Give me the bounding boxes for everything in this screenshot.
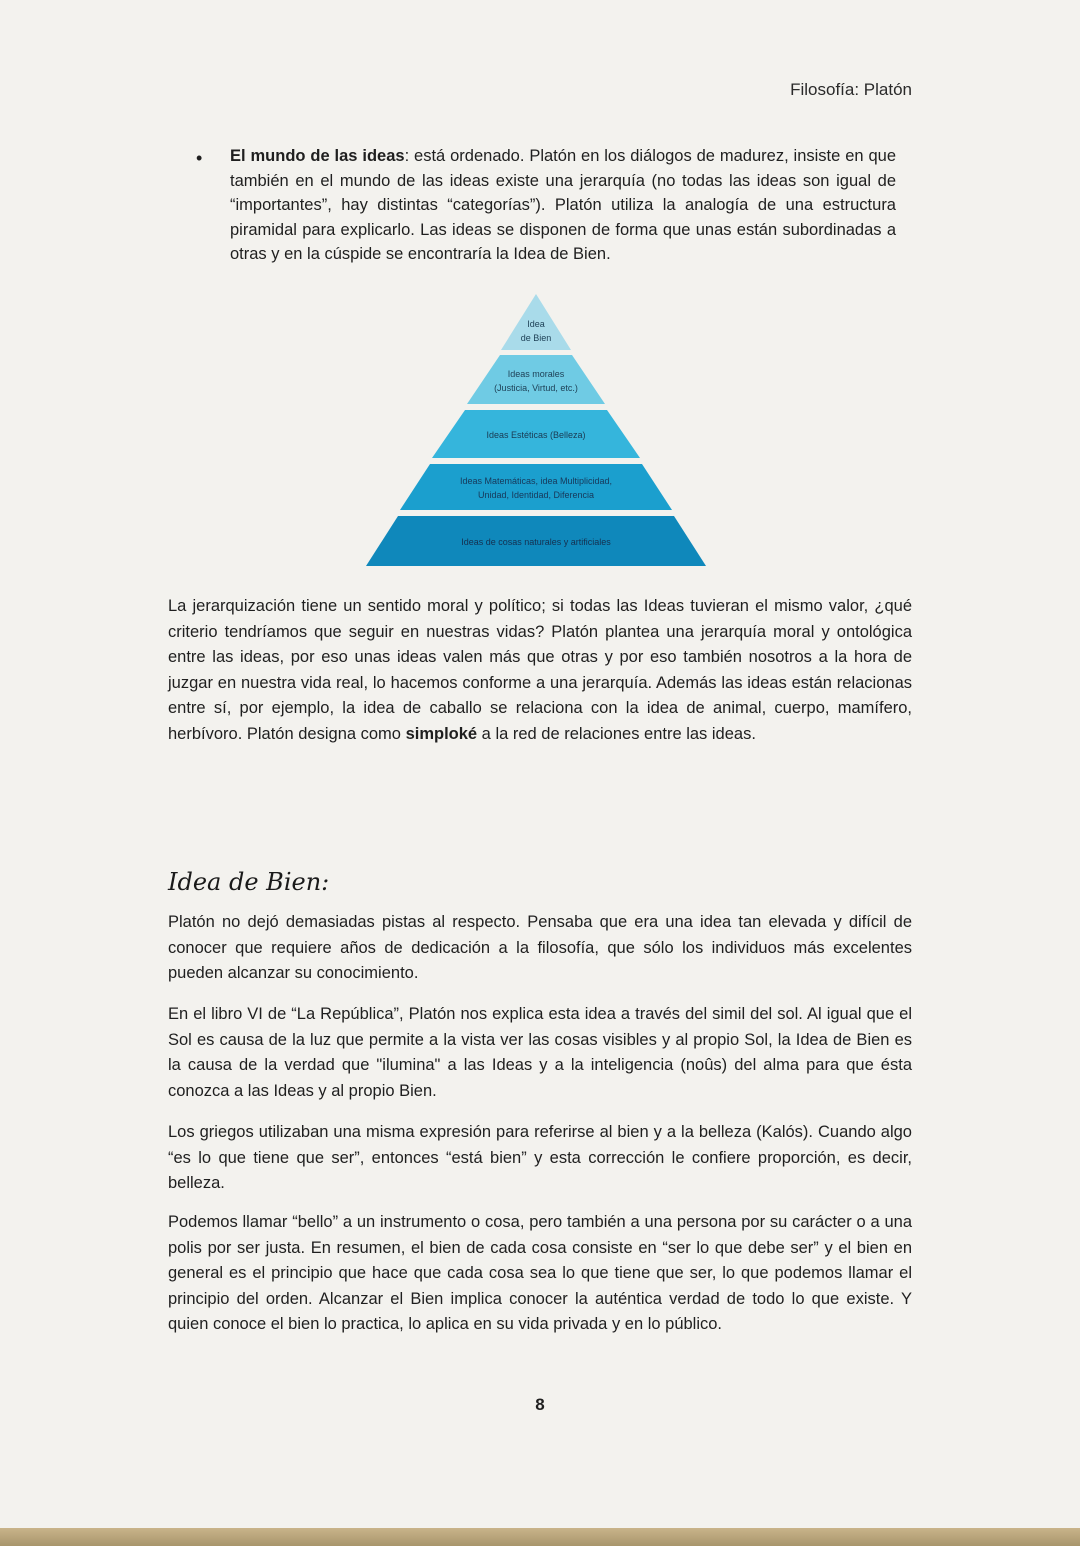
pyramid-level-5-label: Ideas de cosas naturales y artificiales — [461, 537, 611, 547]
bullet-item-world-of-ideas — [196, 144, 896, 267]
pyramid-level-2 — [467, 355, 605, 404]
pyramid-level-1-line2: de Bien — [520, 333, 552, 343]
paragraph-hierarchy-text: La jerarquización tiene un sentido moral y político; si todas las Ideas tuvieran el mismo valor, ¿qué criterio tendríamos que seguir en nuestras vidas? Platón plantea una jerarquía moral y ontológica entre las ideas, por eso unas ideas valen más que otras y por eso también nosotros a la hora de juzgar en nuestra vida real, lo hacemos conforme a una jerarquía. Además las ideas están relacionas entre sí, por ejemplo, la idea de caballo se relaciona con la idea de animal, cuerpo, mamífero, herbívoro. Platón designa como — [168, 597, 912, 743]
term-simploke: simploké — [405, 724, 478, 743]
pyramid-level-1-line1: Idea — [527, 319, 545, 329]
section-title-idea-de-bien: Idea de Bien: — [168, 868, 330, 896]
page-header: Filosofía: Platón — [790, 80, 912, 99]
paragraph-hierarchy — [168, 594, 912, 747]
bullet-term: El mundo de las ideas — [230, 147, 405, 165]
bullet-paragraph — [230, 144, 896, 267]
bullet-dot-icon: • — [196, 148, 203, 168]
pyramid-svg — [360, 294, 712, 570]
bullet-body: : está ordenado. Platón en los diálogos de madurez, insiste en que también en el mundo de las ideas existe una jerarquía (no todas las ideas son igual de “importantes”, hay distintas “categorías”). Platón utiliza la analogía de una estructura piramidal para explicarlo. Las ideas se disponen de forma que unas están subordinadas a otras y en la cúspide se encontraría la Idea de Bien. — [230, 147, 896, 263]
paragraph-hierarchy-end: a la red de relaciones entre las ideas. — [477, 724, 756, 743]
paragraph-2: En el libro VI de “La República”, Platón nos explica esta idea a través del simil del sol. Al igual que el Sol es causa de la luz que permite a la vista ver las cosas visibles y al propio Sol, la Idea de Bien es la causa de la verdad que "ilumina" a las Ideas y a la inteligencia (noûs) del alma para que ésta conozca a las Ideas y al propio Bien. — [168, 1005, 912, 1100]
paragraph-1: Platón no dejó demasiadas pistas al respecto. Pensaba que era una idea tan elevada y difícil de conocer que requiere años de dedicación a la filosofía, que sólo los individuos más excelentes pueden alcanzar su conocimiento. — [168, 913, 912, 982]
pyramid-level-3-label: Ideas Estéticas (Belleza) — [486, 430, 586, 440]
page-number: 8 — [535, 1395, 545, 1414]
ideas-pyramid-diagram — [360, 294, 712, 570]
pyramid-level-4-line2: Unidad, Identidad, Diferencia — [477, 490, 595, 500]
paragraph-4: Podemos llamar “bello” a un instrumento o cosa, pero también a una persona por su carácter o a una polis por ser justa. En resumen, el bien de cada cosa consiste en “ser lo que debe ser” y el bien en general es el principio que hace que cada cosa sea lo que tiene que ser, lo que podemos llamar el principio del orden. Alcanzar el Bien implica conocer la auténtica verdad de todo lo que existe. Y quien conoce el bien lo practica, lo aplica en su vida privada y en lo público. — [168, 1213, 912, 1333]
pyramid-level-4-line1: Ideas Matemáticas, idea Multiplicidad, — [459, 476, 613, 486]
pyramid-level-2-line2: (Justicia, Virtud, etc.) — [494, 383, 578, 393]
desk-surface — [0, 1528, 1080, 1546]
paragraph-3: Los griegos utilizaban una misma expresión para referirse al bien y a la belleza (Kalós). Cuando algo “es lo que tiene que ser”, entonces “está bien” y esta corrección le confiere proporción, es decir, belleza. — [168, 1123, 912, 1192]
pyramid-level-4 — [400, 464, 672, 510]
pyramid-level-2-line1: Ideas morales — [507, 369, 565, 379]
